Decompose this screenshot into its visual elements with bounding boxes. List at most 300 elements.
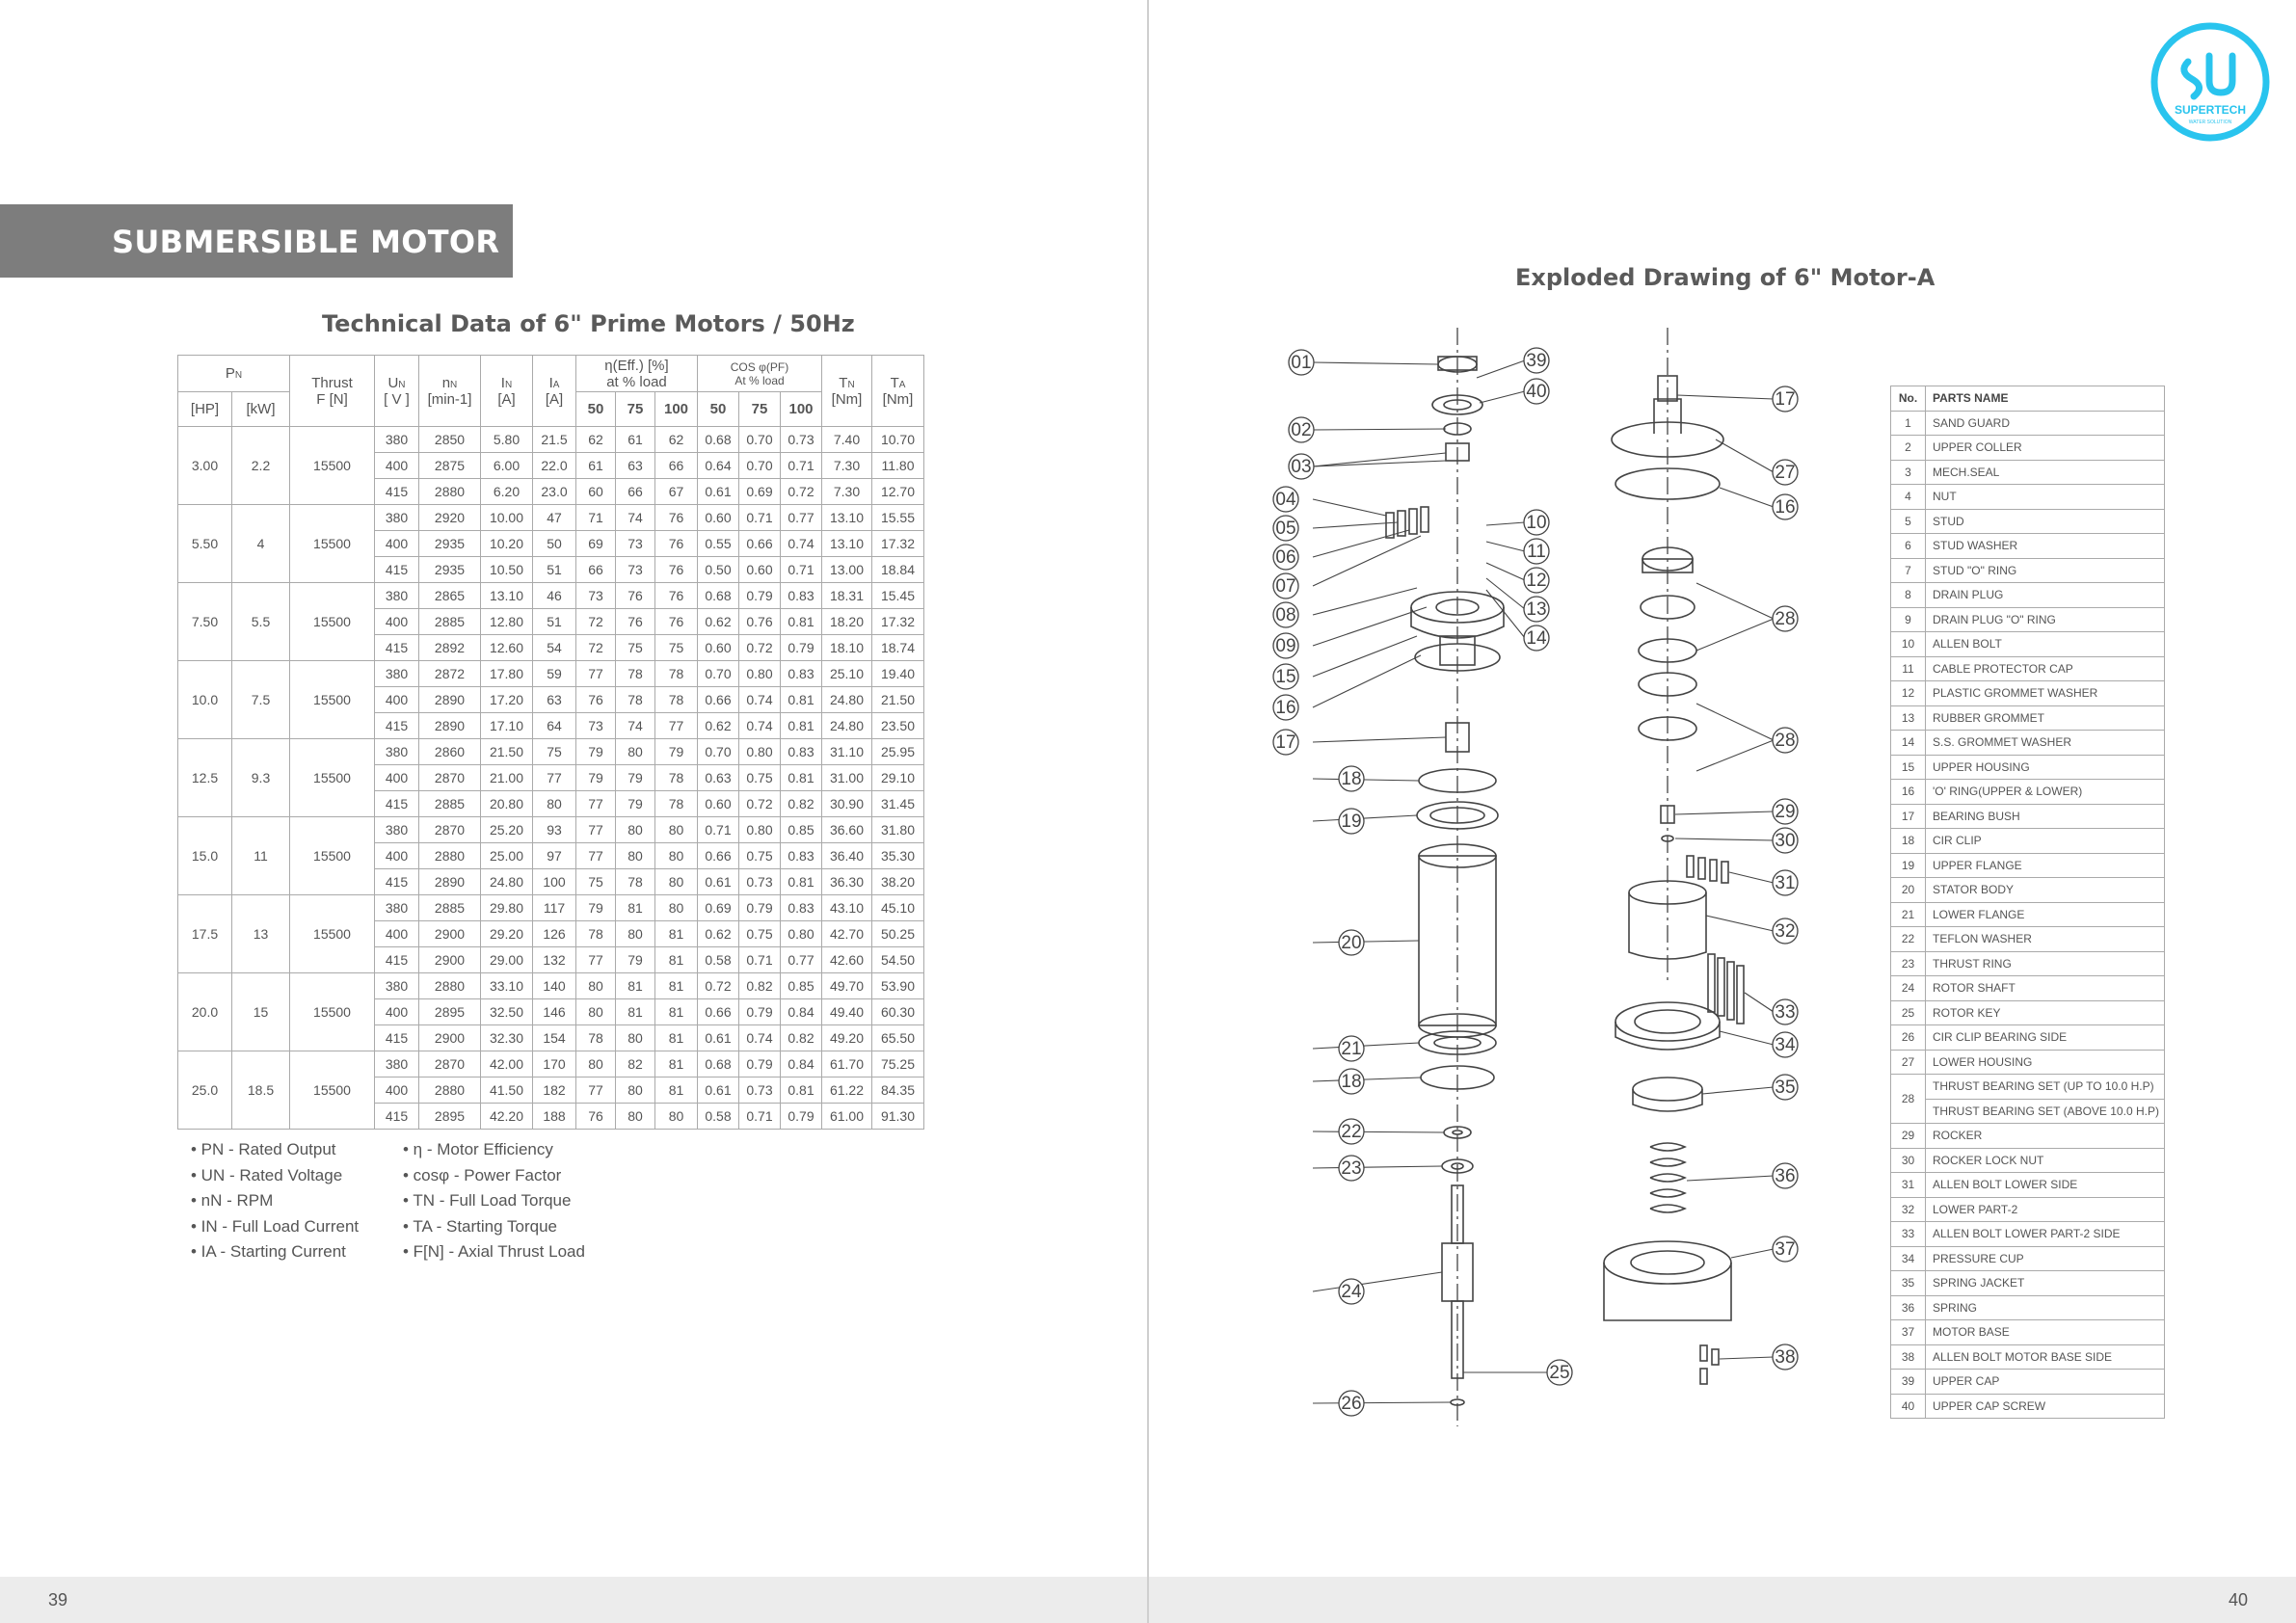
data-cell: 80 xyxy=(616,1078,655,1104)
data-cell: 74 xyxy=(616,713,655,739)
data-cell: 25.00 xyxy=(481,843,533,869)
data-cell: 32.30 xyxy=(481,1025,533,1051)
data-cell: 0.80 xyxy=(781,921,822,947)
data-cell: 61 xyxy=(616,427,655,453)
parts-name-header: PARTS NAME xyxy=(1926,386,2165,412)
data-cell: 400 xyxy=(375,609,419,635)
part-number: 29 xyxy=(1891,1124,1926,1149)
kw-cell: 11 xyxy=(232,817,290,895)
data-cell: 80 xyxy=(576,1051,616,1078)
data-cell: 415 xyxy=(375,479,419,505)
part-name: STUD WASHER xyxy=(1926,534,2165,559)
data-cell: 42.20 xyxy=(481,1104,533,1130)
data-cell: 0.79 xyxy=(739,999,781,1025)
parts-row xyxy=(1891,976,2165,1001)
thrust-cell: 15500 xyxy=(290,1051,375,1130)
parts-row xyxy=(1891,902,2165,927)
part-number: 28 xyxy=(1891,1075,1926,1124)
data-cell: 400 xyxy=(375,1078,419,1104)
data-cell: 0.50 xyxy=(698,557,739,583)
data-cell: 24.80 xyxy=(822,687,872,713)
data-cell: 0.80 xyxy=(739,661,781,687)
data-cell: 0.72 xyxy=(739,791,781,817)
data-cell: 63 xyxy=(533,687,576,713)
part-number: 14 xyxy=(1891,731,1926,756)
data-cell: 0.81 xyxy=(781,609,822,635)
data-cell: 400 xyxy=(375,999,419,1025)
data-cell: 0.61 xyxy=(698,479,739,505)
data-cell: 0.81 xyxy=(781,713,822,739)
data-cell: 380 xyxy=(375,661,419,687)
callout-label: 18 xyxy=(1341,769,1362,789)
data-cell: 0.83 xyxy=(781,895,822,921)
callout-label: 20 xyxy=(1341,933,1362,953)
part-name: SAND GUARD xyxy=(1926,411,2165,436)
data-cell: 97 xyxy=(533,843,576,869)
data-cell: 415 xyxy=(375,635,419,661)
data-cell: 117 xyxy=(533,895,576,921)
data-cell: 380 xyxy=(375,973,419,999)
part-name: UPPER COLLER xyxy=(1926,436,2165,461)
parts-row xyxy=(1891,1075,2165,1100)
thrust-header: Thrust F [N] xyxy=(290,356,375,427)
data-cell: 36.40 xyxy=(822,843,872,869)
data-cell: 24.80 xyxy=(481,869,533,895)
parts-row xyxy=(1891,558,2165,583)
data-cell: 36.30 xyxy=(822,869,872,895)
part-name: ROTOR KEY xyxy=(1926,1000,2165,1025)
part-number: 15 xyxy=(1891,755,1926,780)
data-cell: 62 xyxy=(576,427,616,453)
part-number: 11 xyxy=(1891,656,1926,681)
data-cell: 79 xyxy=(616,791,655,817)
part-name: ROCKER LOCK NUT xyxy=(1926,1148,2165,1173)
data-cell: 0.72 xyxy=(781,479,822,505)
data-cell: 67 xyxy=(655,479,698,505)
data-cell: 69 xyxy=(576,531,616,557)
data-cell: 78 xyxy=(576,1025,616,1051)
footer-left xyxy=(0,1577,1147,1623)
table-row xyxy=(178,973,924,999)
data-cell: 61.70 xyxy=(822,1051,872,1078)
data-cell: 0.85 xyxy=(781,973,822,999)
callout-label: 28 xyxy=(1775,731,1796,751)
data-cell: 0.69 xyxy=(739,479,781,505)
data-cell: 81 xyxy=(616,999,655,1025)
callout-label: 36 xyxy=(1775,1166,1796,1186)
part-number: 34 xyxy=(1891,1246,1926,1271)
callout-label: 22 xyxy=(1341,1122,1362,1142)
data-cell: 62 xyxy=(655,427,698,453)
technical-data-table xyxy=(177,355,924,1130)
legend-item: • UN - Rated Voltage xyxy=(191,1165,343,1184)
data-cell: 20.80 xyxy=(481,791,533,817)
cos-75: 75 xyxy=(739,392,781,427)
data-cell: 12.70 xyxy=(872,479,924,505)
data-cell: 80 xyxy=(616,1025,655,1051)
kw-header: [kW] xyxy=(232,392,290,427)
hp-cell: 10.0 xyxy=(178,661,232,739)
data-cell: 15.45 xyxy=(872,583,924,609)
data-cell: 35.30 xyxy=(872,843,924,869)
part-number: 40 xyxy=(1891,1394,1926,1419)
callout-label: 27 xyxy=(1775,463,1796,483)
nn-header: nN [min-1] xyxy=(419,356,481,427)
data-cell: 6.20 xyxy=(481,479,533,505)
part-number: 12 xyxy=(1891,681,1926,706)
part-name: 'O' RING(UPPER & LOWER) xyxy=(1926,780,2165,805)
data-cell: 2885 xyxy=(419,791,481,817)
table-row xyxy=(178,661,924,687)
data-cell: 13.10 xyxy=(822,505,872,531)
data-cell: 93 xyxy=(533,817,576,843)
part-number: 5 xyxy=(1891,509,1926,534)
data-cell: 80 xyxy=(655,895,698,921)
eff-header: η(Eff.) [%] at % load xyxy=(576,356,698,392)
parts-row xyxy=(1891,681,2165,706)
data-cell: 78 xyxy=(655,765,698,791)
data-cell: 0.71 xyxy=(739,505,781,531)
data-cell: 2895 xyxy=(419,999,481,1025)
data-cell: 0.68 xyxy=(698,583,739,609)
parts-row xyxy=(1891,1000,2165,1025)
data-cell: 80 xyxy=(616,1104,655,1130)
data-cell: 18.84 xyxy=(872,557,924,583)
data-cell: 21.5 xyxy=(533,427,576,453)
callout-label: 28 xyxy=(1775,609,1796,629)
data-cell: 0.62 xyxy=(698,609,739,635)
data-cell: 2865 xyxy=(419,583,481,609)
part-name: CIR CLIP xyxy=(1926,829,2165,854)
data-cell: 7.30 xyxy=(822,479,872,505)
data-cell: 22.0 xyxy=(533,453,576,479)
data-cell: 25.95 xyxy=(872,739,924,765)
supertech-logo xyxy=(2149,21,2271,143)
callout-label: 06 xyxy=(1275,547,1296,568)
page-number: 40 xyxy=(2228,1590,2248,1610)
data-cell: 415 xyxy=(375,869,419,895)
data-cell: 2880 xyxy=(419,843,481,869)
hp-cell: 20.0 xyxy=(178,973,232,1051)
data-cell: 0.81 xyxy=(781,687,822,713)
data-cell: 0.73 xyxy=(739,869,781,895)
data-cell: 2872 xyxy=(419,661,481,687)
data-cell: 7.30 xyxy=(822,453,872,479)
kw-cell: 9.3 xyxy=(232,739,290,817)
data-cell: 2875 xyxy=(419,453,481,479)
legend-right xyxy=(403,1137,585,1265)
data-cell: 29.00 xyxy=(481,947,533,973)
data-cell: 81 xyxy=(655,921,698,947)
data-cell: 21.50 xyxy=(481,739,533,765)
part-name: MECH.SEAL xyxy=(1926,460,2165,485)
data-cell: 0.83 xyxy=(781,661,822,687)
legend-item: • η - Motor Efficiency xyxy=(403,1140,553,1158)
data-cell: 21.00 xyxy=(481,765,533,791)
callout-label: 03 xyxy=(1291,457,1312,477)
parts-row xyxy=(1891,1271,2165,1296)
table-title: Technical Data of 6" Prime Motors / 50Hz xyxy=(322,310,855,337)
un-header: UN [ V ] xyxy=(375,356,419,427)
data-cell: 71 xyxy=(576,505,616,531)
callout-label: 17 xyxy=(1775,389,1796,410)
data-cell: 79 xyxy=(576,895,616,921)
data-cell: 0.71 xyxy=(781,453,822,479)
part-number: 13 xyxy=(1891,705,1926,731)
data-cell: 73 xyxy=(616,531,655,557)
data-cell: 0.72 xyxy=(739,635,781,661)
data-cell: 80 xyxy=(655,1104,698,1130)
data-cell: 380 xyxy=(375,895,419,921)
data-cell: 42.70 xyxy=(822,921,872,947)
callout-label: 04 xyxy=(1275,490,1296,510)
data-cell: 49.20 xyxy=(822,1025,872,1051)
data-cell: 2935 xyxy=(419,557,481,583)
data-cell: 0.80 xyxy=(739,739,781,765)
part-name: CABLE PROTECTOR CAP xyxy=(1926,656,2165,681)
data-cell: 400 xyxy=(375,765,419,791)
data-cell: 79 xyxy=(616,765,655,791)
part-name: LOWER FLANGE xyxy=(1926,902,2165,927)
data-cell: 17.10 xyxy=(481,713,533,739)
data-cell: 0.71 xyxy=(739,947,781,973)
data-cell: 75.25 xyxy=(872,1051,924,1078)
callout-label: 26 xyxy=(1341,1394,1362,1414)
callout-label: 13 xyxy=(1526,599,1547,620)
callout-label: 38 xyxy=(1775,1347,1796,1368)
ia-header: IA [A] xyxy=(533,356,576,427)
callout-label: 35 xyxy=(1775,1078,1796,1098)
part-number: 31 xyxy=(1891,1173,1926,1198)
table-row xyxy=(178,583,924,609)
hp-cell: 12.5 xyxy=(178,739,232,817)
callout-label: 01 xyxy=(1291,353,1312,373)
data-cell: 12.80 xyxy=(481,609,533,635)
data-cell: 66 xyxy=(576,557,616,583)
parts-row xyxy=(1891,656,2165,681)
part-number: 37 xyxy=(1891,1320,1926,1345)
callout-label: 05 xyxy=(1275,519,1296,539)
parts-row xyxy=(1891,436,2165,461)
data-cell: 60 xyxy=(576,479,616,505)
data-cell: 0.68 xyxy=(698,1051,739,1078)
part-name: LOWER HOUSING xyxy=(1926,1050,2165,1075)
data-cell: 75 xyxy=(655,635,698,661)
data-cell: 31.00 xyxy=(822,765,872,791)
banner-title: SUBMERSIBLE MOTOR xyxy=(112,224,500,260)
parts-row xyxy=(1891,632,2165,657)
hp-cell: 25.0 xyxy=(178,1051,232,1130)
part-number: 39 xyxy=(1891,1370,1926,1395)
data-cell: 2880 xyxy=(419,1078,481,1104)
parts-row xyxy=(1891,705,2165,731)
data-cell: 81 xyxy=(616,973,655,999)
part-name: THRUST RING xyxy=(1926,951,2165,976)
part-number: 21 xyxy=(1891,902,1926,927)
callout-label: 16 xyxy=(1775,497,1796,518)
part-name: ROCKER xyxy=(1926,1124,2165,1149)
part-number: 7 xyxy=(1891,558,1926,583)
data-cell: 0.71 xyxy=(698,817,739,843)
data-cell: 78 xyxy=(616,869,655,895)
callout-label: 16 xyxy=(1275,698,1296,718)
data-cell: 0.74 xyxy=(781,531,822,557)
data-cell: 47 xyxy=(533,505,576,531)
parts-row xyxy=(1891,1148,2165,1173)
data-cell: 0.55 xyxy=(698,531,739,557)
data-cell: 380 xyxy=(375,1051,419,1078)
thrust-cell: 15500 xyxy=(290,973,375,1051)
data-cell: 2895 xyxy=(419,1104,481,1130)
parts-row xyxy=(1891,1050,2165,1075)
data-cell: 75 xyxy=(576,869,616,895)
part-number: 22 xyxy=(1891,927,1926,952)
part-name: STUD xyxy=(1926,509,2165,534)
data-cell: 61.22 xyxy=(822,1078,872,1104)
data-cell: 12.60 xyxy=(481,635,533,661)
hp-cell: 5.50 xyxy=(178,505,232,583)
part-number: 20 xyxy=(1891,878,1926,903)
data-cell: 0.61 xyxy=(698,869,739,895)
kw-cell: 18.5 xyxy=(232,1051,290,1130)
data-cell: 0.62 xyxy=(698,713,739,739)
data-cell: 0.81 xyxy=(781,765,822,791)
page-number: 39 xyxy=(48,1590,68,1610)
thrust-cell: 15500 xyxy=(290,427,375,505)
kw-cell: 15 xyxy=(232,973,290,1051)
part-name: PLASTIC GROMMET WASHER xyxy=(1926,681,2165,706)
table-row xyxy=(178,1051,924,1078)
data-cell: 0.81 xyxy=(781,869,822,895)
table-row xyxy=(178,739,924,765)
cos-100: 100 xyxy=(781,392,822,427)
part-number: 36 xyxy=(1891,1295,1926,1320)
hp-cell: 7.50 xyxy=(178,583,232,661)
data-cell: 81 xyxy=(655,947,698,973)
data-cell: 0.60 xyxy=(698,791,739,817)
hp-cell: 15.0 xyxy=(178,817,232,895)
data-cell: 146 xyxy=(533,999,576,1025)
data-cell: 0.72 xyxy=(698,973,739,999)
kw-cell: 5.5 xyxy=(232,583,290,661)
data-cell: 18.31 xyxy=(822,583,872,609)
data-cell: 76 xyxy=(655,531,698,557)
data-cell: 65.50 xyxy=(872,1025,924,1051)
part-number: 26 xyxy=(1891,1025,1926,1051)
data-cell: 43.10 xyxy=(822,895,872,921)
table-row xyxy=(178,895,924,921)
parts-row xyxy=(1891,1197,2165,1222)
parts-row xyxy=(1891,1320,2165,1345)
data-cell: 0.79 xyxy=(739,583,781,609)
data-cell: 33.10 xyxy=(481,973,533,999)
data-cell: 10.00 xyxy=(481,505,533,531)
data-cell: 76 xyxy=(655,557,698,583)
data-cell: 182 xyxy=(533,1078,576,1104)
data-cell: 10.20 xyxy=(481,531,533,557)
parts-row xyxy=(1891,1124,2165,1149)
data-cell: 154 xyxy=(533,1025,576,1051)
parts-row xyxy=(1891,485,2165,510)
parts-row xyxy=(1891,534,2165,559)
part-number: 33 xyxy=(1891,1222,1926,1247)
data-cell: 2885 xyxy=(419,895,481,921)
data-cell: 2900 xyxy=(419,921,481,947)
callout-label: 11 xyxy=(1527,542,1546,562)
callout-label: 23 xyxy=(1341,1158,1362,1179)
data-cell: 380 xyxy=(375,427,419,453)
part-name: THRUST BEARING SET (ABOVE 10.0 H.P) xyxy=(1926,1099,2165,1124)
drawing-title: Exploded Drawing of 6" Motor-A xyxy=(1515,264,1936,291)
part-name: TEFLON WASHER xyxy=(1926,927,2165,952)
hp-cell: 3.00 xyxy=(178,427,232,505)
data-cell: 0.73 xyxy=(739,1078,781,1104)
data-cell: 0.75 xyxy=(739,921,781,947)
data-cell: 380 xyxy=(375,739,419,765)
data-cell: 0.69 xyxy=(698,895,739,921)
data-cell: 400 xyxy=(375,921,419,947)
in-header: IN [A] xyxy=(481,356,533,427)
thrust-cell: 15500 xyxy=(290,505,375,583)
data-cell: 76 xyxy=(576,687,616,713)
parts-row xyxy=(1891,583,2165,608)
data-cell: 21.50 xyxy=(872,687,924,713)
data-cell: 73 xyxy=(576,583,616,609)
part-name: ALLEN BOLT LOWER PART-2 SIDE xyxy=(1926,1222,2165,1247)
eff-50: 50 xyxy=(576,392,616,427)
part-number: 17 xyxy=(1891,804,1926,829)
legend-item: • TN - Full Load Torque xyxy=(403,1191,572,1210)
callout-label: 15 xyxy=(1275,667,1296,687)
data-cell: 78 xyxy=(655,661,698,687)
data-cell: 78 xyxy=(576,921,616,947)
data-cell: 0.61 xyxy=(698,1078,739,1104)
data-cell: 0.58 xyxy=(698,1104,739,1130)
exploded-drawing xyxy=(1272,318,1870,1426)
data-cell: 76 xyxy=(655,583,698,609)
callout-label: 10 xyxy=(1526,513,1547,533)
data-cell: 0.76 xyxy=(739,609,781,635)
data-cell: 53.90 xyxy=(872,973,924,999)
data-cell: 0.63 xyxy=(698,765,739,791)
data-cell: 31.80 xyxy=(872,817,924,843)
data-cell: 75 xyxy=(616,635,655,661)
data-cell: 51 xyxy=(533,609,576,635)
callout-label: 29 xyxy=(1775,802,1796,822)
data-cell: 80 xyxy=(655,869,698,895)
data-cell: 126 xyxy=(533,921,576,947)
part-number: 23 xyxy=(1891,951,1926,976)
part-name: ALLEN BOLT LOWER SIDE xyxy=(1926,1173,2165,1198)
parts-row xyxy=(1891,1099,2165,1124)
parts-row xyxy=(1891,1344,2165,1370)
data-cell: 11.80 xyxy=(872,453,924,479)
data-cell: 2880 xyxy=(419,973,481,999)
data-cell: 0.66 xyxy=(739,531,781,557)
data-cell: 78 xyxy=(655,791,698,817)
data-cell: 79 xyxy=(576,765,616,791)
data-cell: 415 xyxy=(375,791,419,817)
callout-label: 12 xyxy=(1526,571,1547,591)
data-cell: 415 xyxy=(375,713,419,739)
data-cell: 0.79 xyxy=(781,635,822,661)
part-name: DRAIN PLUG xyxy=(1926,583,2165,608)
parts-row xyxy=(1891,878,2165,903)
data-cell: 31.45 xyxy=(872,791,924,817)
part-number: 10 xyxy=(1891,632,1926,657)
data-cell: 2890 xyxy=(419,713,481,739)
part-number: 1 xyxy=(1891,411,1926,436)
